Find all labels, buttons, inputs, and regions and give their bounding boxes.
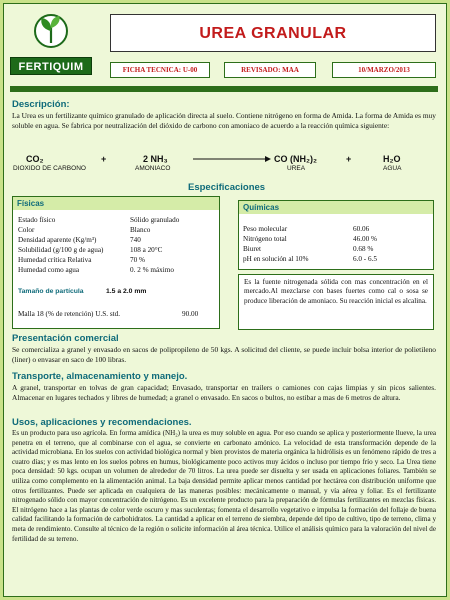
quimica-value-0: 60.06 [353, 225, 370, 233]
quimica-value-2: 0.68 % [353, 245, 374, 253]
fisica-value-4: 70 % [130, 256, 145, 264]
transporte-heading: Transporte, almacenamiento y manejo. [12, 371, 188, 382]
usos-heading: Usos, aplicaciones y recomendaciones. [12, 417, 192, 428]
usos-text: Es un producto para uso agrícola. En forma amídica (NH₂) la urea es muy soluble en agua. Por eso cuando se aplica y posteriormente llueve, la urea penetra en el terreno, que al combinarse con el agua, se convierte en carbonato amónico. La velocidad de esta transformación depende de la actividad microbiana. En los suelos con actividad biológica normal y bien provistos de materia orgánica la hidrólisis es un fenómeno rápido de tres a cuatro días; y es mas lento en los suelos pobres en humus, biológicamente poco activos muy ácidos o incluso por tiempo frío y seco. La Urea tiene poca densidad: 50 kgs. ocupan un volumen de alrededor de 70 litros. La urea puede ser disuelta y ser usada en aplicaciones foliares. También se utiliza como complemento en la alimentación animal. La baja densidad permite aplicar menos cantidad por hectárea con distribución uniforme que otros fertilizantes. Puede ser aplicada en cualquiera de las maneras posibles: mecánicamente o manual, y vía aérea y foliar. Es el fertilizante nitrogenado sólido con mayor concentración de nitrógeno. Es un excelente producto para la preparación de fórmulas fertilizantes en mezclas físicas. El nitrógeno hace a las plantas de color verde oscuro y mas suculentas; fomenta el desarrollo vegetativo e impulsa la formación del follaje de buena calidad facilitando la formación de carbohidratos. La cantidad a aplicar en el terreno de siembra, depende del tipo de cultivo, tipo de terreno, clima y meta de rendimiento. Consulte al técnico de la región o solicite información al área técnica. Utilice el análisis químico para la valoración del nivel de fertilidad de su terreno. [12, 429, 436, 543]
quimicas-note: Es la fuente nitrogenada sólida con mas concentración en el mercado.Al mezclarse con bases fuertes como cal o sosa se produce liberación de amoniaco. Su reacción inicial es alcalina. [238, 274, 434, 330]
particle-value: 1.5 a 2.0 mm [106, 288, 147, 295]
quimica-value-1: 46.00 % [353, 235, 377, 243]
eq-nh3: 2 NH₃ [143, 154, 168, 164]
fisica-label-2: Densidad aparente (Kg/m³) [18, 236, 97, 244]
reaction-arrow-icon [193, 155, 271, 163]
particle-label: Tamaño de partícula [18, 288, 84, 295]
label-amoniaco: AMONIACO [135, 165, 171, 172]
brand-logo [10, 13, 92, 77]
presentacion-text: Se comercializa a granel y envasado en sacos de polipropileno de 50 kgs. A solicitud del cliente, se puede incluir bolsa interior de polietileno (liner) o envasar en saco de 100 libras. [12, 345, 436, 364]
quimica-value-3: 6.0 - 6.5 [353, 255, 377, 263]
transporte-text: A granel, transportar en tolvas de gran capacidad; Envasado, transportar en trailers o camiones con cajas limpias y sin picos salientes. Almacenar en lugares techados y libres de humedad; a granel o envasado. En sacos o bultos, no estibar a mas de 6 metros de altura. [12, 383, 436, 402]
quimicas-heading: Químicas [239, 201, 433, 214]
descripcion-text: La Urea es un fertilizante químico granulado de aplicación directa al suelo. Contiene nitrógeno en forma de Amida. La forma de Amida es muy soluble en agua. Se fabrica por neutralización del dióxido de carbono con amoniaco de acuerdo a la reacción química siguiente: [12, 111, 436, 130]
malla-value: 90.00 [182, 310, 199, 318]
revisado: REVISADO: MAA [224, 62, 316, 78]
fisica-label-1: Color [18, 226, 35, 234]
ficha-tecnica: FICHA TECNICA: U-00 [110, 62, 210, 78]
fisica-label-3: Solubilidad (g/100 g de agua) [18, 246, 104, 254]
fisica-value-5: 0. 2 % máximo [130, 266, 174, 274]
quimica-label-3: pH en solución al 10% [243, 255, 309, 263]
fisica-label-4: Humedad crítica Relativa [18, 256, 92, 264]
especificaciones-heading: Especificaciones [188, 182, 266, 193]
eq-plus-1: + [101, 154, 107, 164]
quimica-label-2: Biuret [243, 245, 261, 253]
fisicas-heading: Físicas [13, 197, 219, 210]
eq-co2: CO₂ [26, 154, 44, 164]
label-urea: UREA [287, 165, 306, 172]
header-divider [10, 86, 438, 92]
fecha: 10/MARZO/2013 [332, 62, 436, 78]
presentacion-heading: Presentación comercial [12, 333, 119, 344]
label-agua: AGUA [383, 165, 402, 172]
page-title: UREA GRANULAR [199, 25, 347, 42]
brand-name: FERTIQUIM [10, 57, 92, 75]
quimica-label-1: Nitrógeno total [243, 235, 287, 243]
fisica-value-2: 740 [130, 236, 141, 244]
fisica-value-0: Sólido granulado [130, 216, 180, 224]
eq-h2o: H₂O [383, 154, 401, 164]
sprout-emblem-icon [32, 13, 70, 49]
eq-urea: CO (NH₂)₂ [274, 154, 317, 164]
eq-plus-2: + [346, 154, 352, 164]
descripcion-heading: Descripción: [12, 99, 70, 110]
meta-row [110, 62, 436, 78]
fisica-label-5: Humedad como agua [18, 266, 80, 274]
fisica-value-3: 108 a 20°C [130, 246, 163, 254]
fisica-label-0: Estado físico [18, 216, 56, 224]
title-box [110, 14, 436, 52]
fisica-value-1: Blanco [130, 226, 151, 234]
quimica-label-0: Peso molecular [243, 225, 288, 233]
label-co2: DIOXIDO DE CARBONO [13, 165, 86, 172]
malla-label: Malla 18 (% de retención) U.S. std. [18, 310, 120, 318]
